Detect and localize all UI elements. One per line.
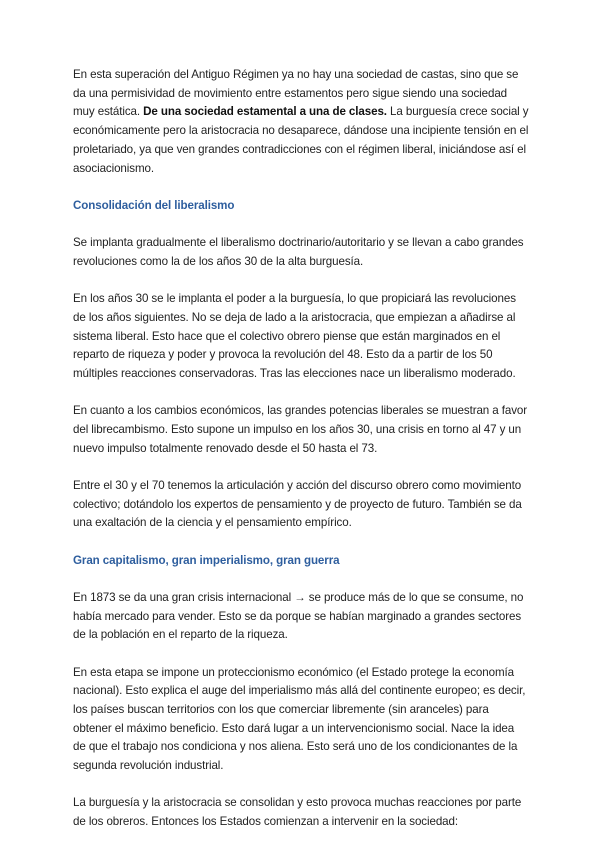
document-page — [73, 66, 529, 850]
paragraph-anos-30: En los años 30 se le implanta el poder a la burguesía, lo que propiciará las revoluciones de los años siguientes. No se deja de lado a la aristocracia, que empiezan a añadirse al sistema liberal. Esto hace que el colectivo obrero piense que están marginados en el reparto de riqueza y poder y provoca la revolución del 48. Esto da a partir de los 50 múltiples reacciones conservadoras. Tras las elecciones nace un liberalismo moderado. — [73, 292, 516, 380]
paragraph-discurso-obrero: Entre el 30 y el 70 tenemos la articulación y acción del discurso obrero como movimiento colectivo; dotándolo los expertos de pensamiento y de proyecto de futuro. También se da una exaltación de la ciencia y el pensamiento empírico. — [73, 478, 522, 530]
section-heading-liberalismo: Consolidación del liberalismo — [73, 198, 235, 212]
paragraph-proteccionismo: En esta etapa se impone un proteccionismo económico (el Estado protege la economía nacional). Esto explica el auge del imperialismo más allá del continente europeo; es decir, los países buscan territorios con los que comerciar libremente (sin aranceles) para obtener el máximo beneficio. Esto dará lugar a un intervencionismo social. Nace la idea de que el trabajo nos condiciona y nos aliena. Esto será uno de los condicionantes de la segunda revolución industrial. — [73, 665, 526, 773]
paragraph-crisis-1873: En 1873 se da una gran crisis internacional → se produce más de lo que se consume, no había mercado para vender. Esto se da porque se habían marginado a grandes sectores de la población en el reparto de la riqueza. — [73, 590, 524, 642]
paragraph-antiguo-regimen — [73, 66, 529, 178]
paragraph-text: En esta superación del Antiguo Régimen ya no hay una sociedad de castas, sino que se da una permisividad de movimiento entre estamentos pero sigue siendo una sociedad muy estática. — [73, 68, 519, 119]
paragraph-liberalismo-doctrinario: Se implanta gradualmente el liberalismo doctrinario/autoritario y se llevan a cabo grandes revoluciones como la de los años 30 de la alta burguesía. — [73, 236, 524, 268]
paragraph-burguesia-aristocracia: La burguesía y la aristocracia se consolidan y esto provoca muchas reacciones por parte de los obreros. Entonces los Estados comienzan a intervenir en la sociedad: — [73, 796, 522, 829]
paragraph-cambios-economicos: En cuanto a los cambios económicos, las grandes potencias liberales se muestran a favor del librecambismo. Esto supone un impulso en los años 30, una crisis en torno al 47 y un nuevo impulso totalmente renovado desde el 50 hasta el 73. — [73, 404, 528, 455]
bold-statement: De una sociedad estamental a una de clases. — [143, 105, 387, 119]
section-heading-gran-capitalismo: Gran capitalismo, gran imperialismo, gran guerra — [73, 553, 340, 567]
paragraph-text: La burguesía crece social y económicamente pero la aristocracia no desaparece, dándose una incipiente tensión en el proletariado, ya que ven grandes contradicciones con el régimen liberal, iniciándose así el asociacionismo. — [73, 105, 529, 175]
